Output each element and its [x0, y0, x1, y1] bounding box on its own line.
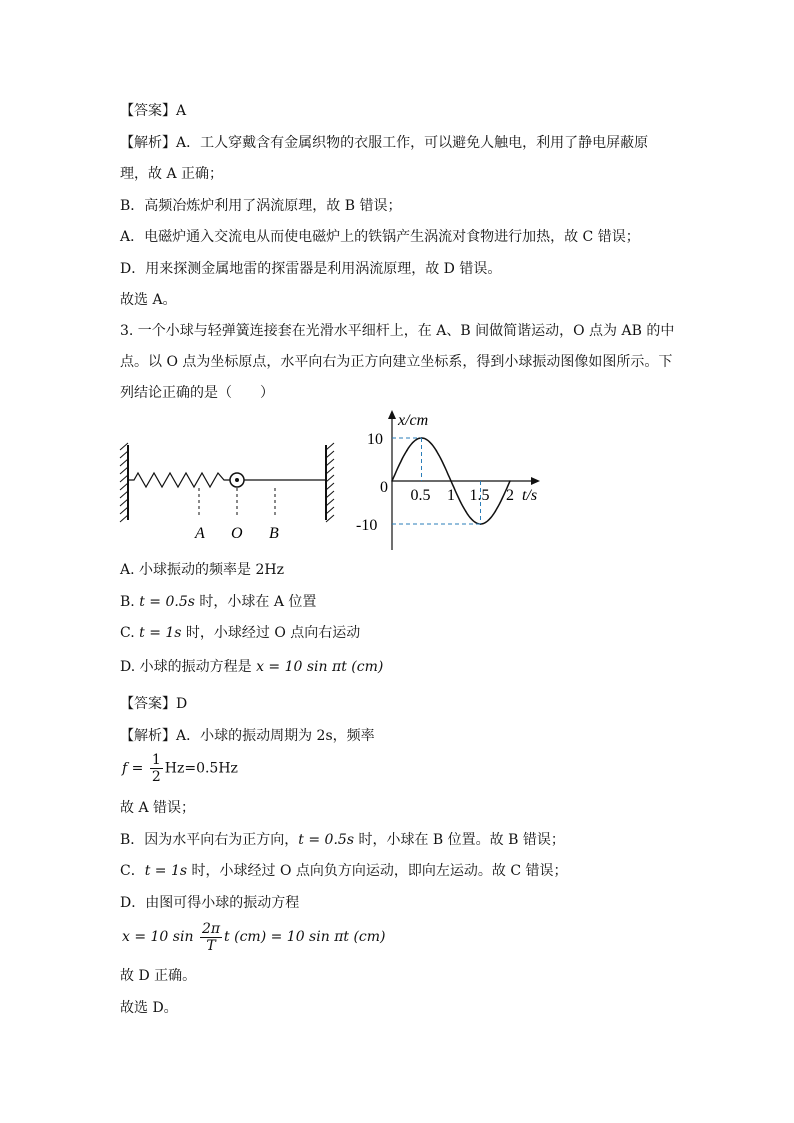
- x-tick-label: 0.5: [410, 487, 431, 504]
- analysis-2-conclusion: 故选 D。: [120, 1000, 178, 1016]
- analysis-2-line-2: 故 A 错误；: [120, 800, 196, 816]
- x-tick-label: 1: [447, 487, 455, 504]
- frequency-fraction: $\frac{1}{2}$: [151, 752, 161, 785]
- analysis-1-line-1: 【解析】A．工人穿戴含有金属织物的衣服工作，可以避免人触电，利用了静电屏蔽原: [120, 135, 649, 151]
- data-point: [465, 511, 467, 513]
- analysis-2-line-4: C．t = 1s 时，小球经过 O 点向负方向运动，即向左运动。故 C 错误；: [120, 863, 568, 879]
- data-point: [436, 450, 438, 452]
- y-tick-label: -10: [356, 517, 378, 534]
- label-o: O: [231, 525, 243, 542]
- x-axis-label: t/s: [522, 487, 538, 504]
- option-a: A. 小球振动的频率是 2Hz: [120, 562, 284, 578]
- frequency-equation: f = $\frac{1}{2}$ Hz=0.5Hz: [122, 752, 238, 785]
- question-3-line-1: 3. 一个小球与轻弹簧连接套在光滑水平细杆上，在 A、B 间做简谐运动，O 点为 AB 的中: [120, 323, 675, 339]
- y-tick-label: 10: [367, 431, 383, 448]
- x-tick-label: 2: [506, 487, 514, 504]
- analysis-1-line-3: B．高频冶炼炉利用了涡流原理，故 B 错误；: [120, 198, 402, 214]
- analysis-1-line-2: 理，故 A 正确；: [120, 166, 224, 182]
- spring: [128, 473, 230, 487]
- option-b: B. t = 0.5s 时，小球在 A 位置: [120, 594, 317, 610]
- vibration-equation: x = 10 sin $\frac{2\pi}{T}$ t (cm) = 10 sin πt (cm): [122, 920, 386, 954]
- analysis-1-conclusion: 故选 A。: [120, 292, 177, 308]
- data-point: [450, 480, 452, 482]
- vibration-graph: [350, 405, 550, 555]
- analysis-2-line-6: 故 D 正确。: [120, 968, 197, 984]
- question-3-line-2: 点。以 O 点为坐标原点，水平向右为正方向建立坐标系，得到小球振动图像如图所示。下: [120, 354, 673, 370]
- option-d: D. 小球的振动方程是 x = 10 sin πt (cm): [120, 659, 384, 675]
- analysis-1-line-4: A．电磁炉通入交流电从而使电磁炉上的铁锅产生涡流对食物进行加热，故 C 错误；: [120, 229, 640, 245]
- label-a: A: [195, 525, 205, 542]
- answer-line-1: 【答案】A: [120, 103, 187, 119]
- data-point: [391, 480, 393, 482]
- angular-frequency-fraction: $\frac{2\pi}{T}$: [201, 920, 221, 954]
- origin-label: 0: [380, 479, 388, 496]
- data-point: [406, 450, 408, 452]
- question-3-line-3: 列结论正确的是（ ）: [120, 385, 274, 401]
- analysis-2-line-1: 【解析】A．小球的振动周期为 2s，频率: [120, 728, 375, 744]
- y-axis-label: x/cm: [398, 412, 429, 429]
- analysis-2-line-5: D．由图可得小球的振动方程: [120, 895, 300, 911]
- spring-oscillator-figure: [118, 440, 338, 545]
- data-point: [509, 480, 511, 482]
- label-b: B: [269, 525, 279, 542]
- data-point: [495, 511, 497, 513]
- analysis-1-line-5: D．用来探测金属地雷的探雷器是利用涡流原理，故 D 错误。: [120, 261, 502, 277]
- answer-line-2: 【答案】D: [120, 696, 188, 712]
- analysis-2-line-3: B．因为水平向右为正方向，t = 0.5s 时，小球在 B 位置。故 B 错误；: [120, 832, 565, 848]
- x-tick-label: 1.5: [469, 487, 490, 504]
- option-c: C. t = 1s 时，小球经过 O 点向右运动: [120, 625, 361, 641]
